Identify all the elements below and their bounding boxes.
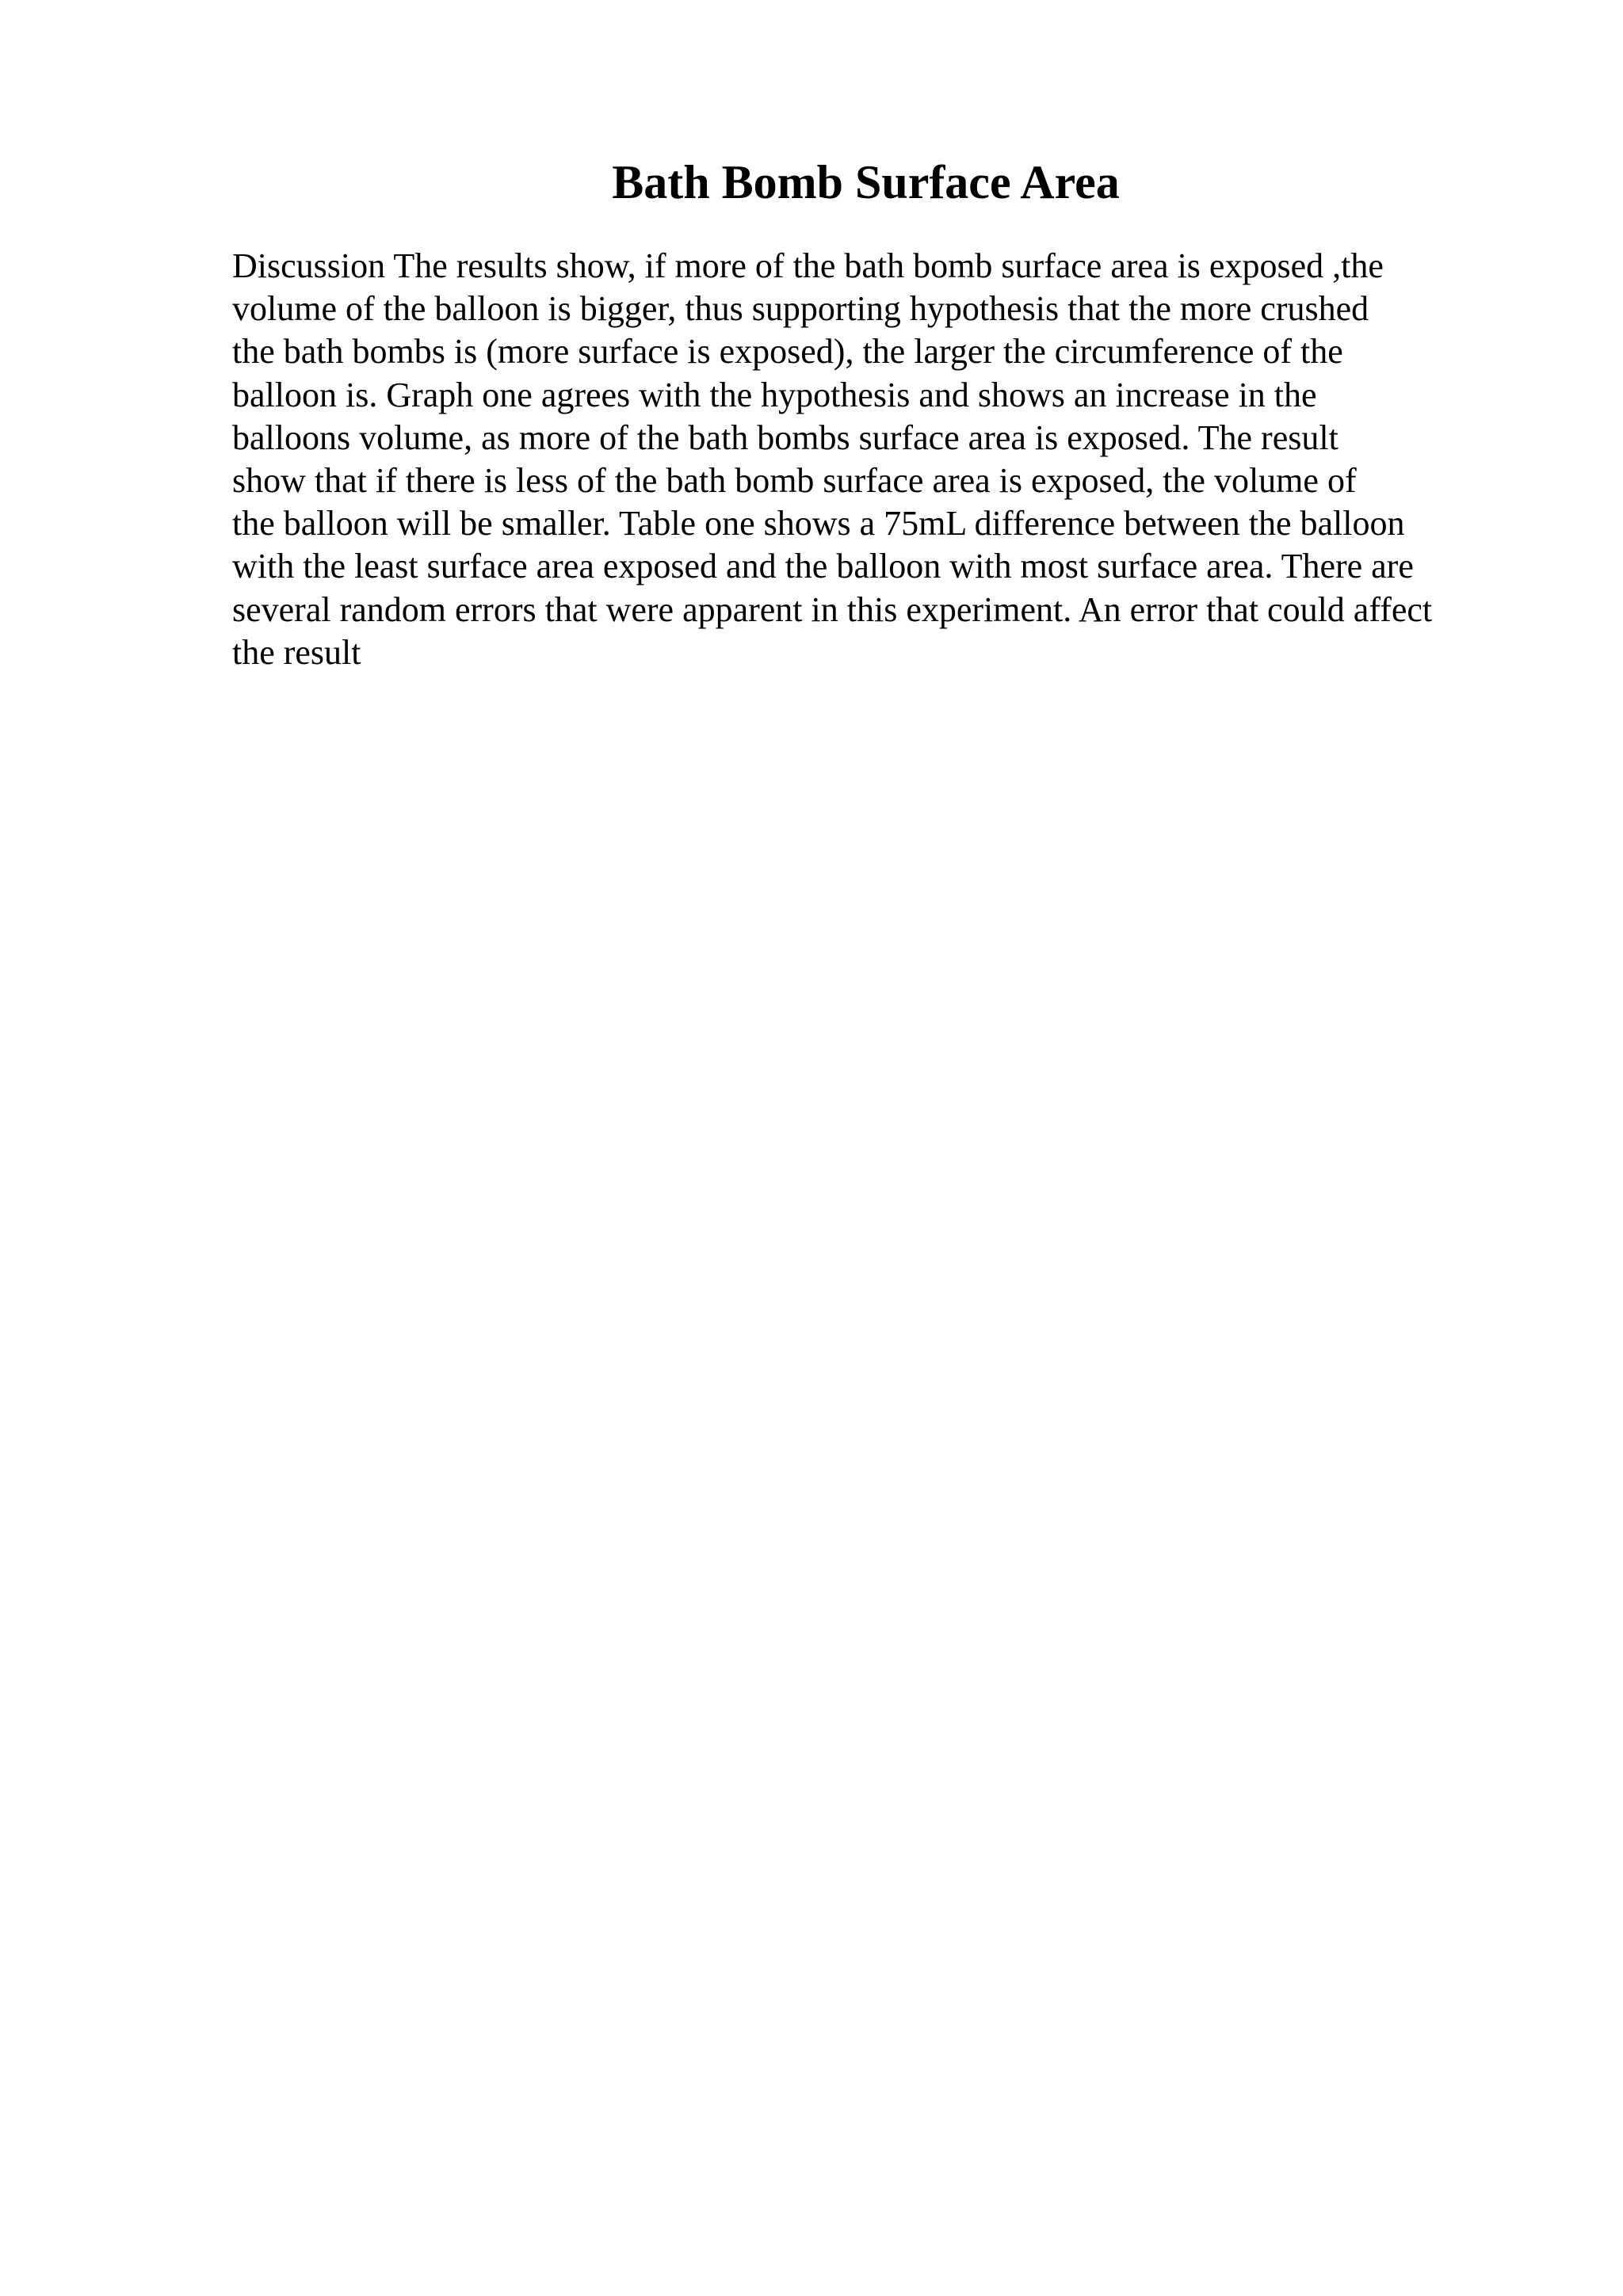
document-title: Bath Bomb Surface Area: [612, 156, 1120, 208]
text-line: several random errors that were apparent in this experiment. An error that could affect: [232, 589, 1433, 629]
text-line: the bath bombs is (more surface is exposed), the larger the circumference of the: [232, 332, 1343, 372]
discussion-paragraph: [232, 245, 1595, 674]
text-line: Discussion The results show, if more of the bath bomb surface area is exposed ,the: [232, 246, 1384, 285]
text-line: balloon is. Graph one agrees with the hypothesis and shows an increase in the: [232, 375, 1317, 414]
text-line: with the least surface area exposed and the balloon with most surface area. There are: [232, 547, 1414, 586]
text-line: balloons volume, as more of the bath bombs surface area is exposed. The result: [232, 418, 1338, 457]
text-line: the balloon will be smaller. Table one shows a 75mL difference between the balloon: [232, 504, 1405, 543]
text-line: the result: [232, 632, 361, 672]
text-line: show that if there is less of the bath bomb surface area is exposed, the volume of: [232, 461, 1357, 501]
text-line: volume of the balloon is bigger, thus supporting hypothesis that the more crushed: [232, 289, 1369, 329]
